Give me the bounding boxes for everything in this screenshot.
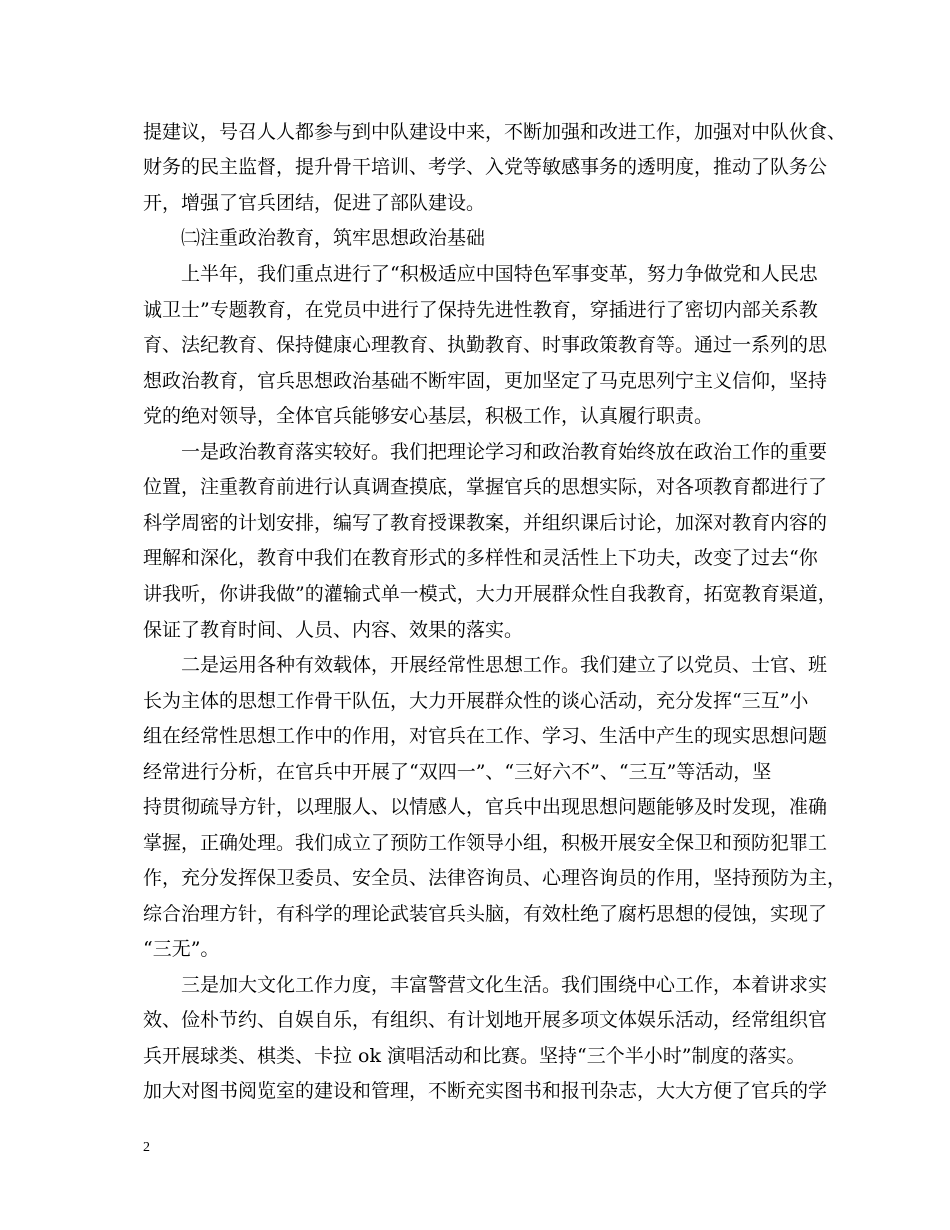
text-line: 经常进行分析，在官兵中开展了“双四一”、“三好六不”、“三互”等活动，坚 — [143, 761, 772, 783]
text-line: 掌握，正确处理。我们成立了预防工作领导小组，积极开展安全保卫和预防犯罪工 — [143, 832, 828, 854]
text-line: 三是加大文化工作力度，丰富警营文化生活。我们围绕中心工作，本着讲求实 — [181, 974, 828, 996]
text-line: 持贯彻疏导方针，以理服人、以情感人，官兵中出现思想问题能够及时发现，准确 — [143, 796, 828, 818]
text-line: 提建议，号召人人都参与到中队建设中来，不断加强和改进工作，加强对中队伙食、 — [143, 121, 847, 143]
text-line: 位置，注重教育前进行认真调查摸底，掌握官兵的思想实际，对各项教育都进行了 — [143, 476, 828, 498]
text-line: 一是政治教育落实较好。我们把理论学习和政治教育始终放在政治工作的重要 — [181, 441, 828, 463]
text-line: 理解和深化，教育中我们在教育形式的多样性和灵活性上下功夫，改变了过去“你 — [143, 547, 818, 569]
text-line: 讲我听，你讲我做”的灌输式单一模式，大力开展群众性自我教育，拓宽教育渠道， — [143, 583, 837, 605]
text-line: 综合治理方针，有科学的理论武装官兵头脑，有效杜绝了腐朽思想的侵蚀，实现了 — [143, 903, 828, 925]
text-line: 党的绝对领导，全体官兵能够安心基层，积极工作，认真履行职责。 — [143, 405, 714, 427]
page-number: 2 — [143, 1140, 150, 1155]
text-line: 上半年，我们重点进行了“积极适应中国特色军事变革，努力争做党和人民忠 — [181, 263, 818, 285]
text-line: 兵开展球类、棋类、卡拉 ok 演唱活动和比赛。坚持“三个半小时”制度的落实。 — [143, 1045, 806, 1067]
text-line: 组在经常性思想工作中的作用，对官兵在工作、学习、生活中产生的现实思想问题 — [143, 725, 828, 747]
text-line: 科学周密的计划安排，编写了教育授课教案，并组织课后讨论，加深对教育内容的 — [143, 512, 828, 534]
text-line: 加大对图书阅览室的建设和管理，不断充实图书和报刊杂志，大大方便了官兵的学 — [143, 1080, 828, 1102]
text-line: 作，充分发挥保卫委员、安全员、法律咨询员、心理咨询员的作用，坚持预防为主， — [143, 867, 847, 889]
section-heading: ㈡注重政治教育，筑牢思想政治基础 — [181, 227, 486, 249]
text-line: 育、法纪教育、保持健康心理教育、执勤教育、时事政策教育等。通过一系列的思 — [143, 334, 828, 356]
text-line: 保证了教育时间、人员、内容、效果的落实。 — [143, 619, 524, 641]
text-line: 效、俭朴节约、自娱自乐，有组织、有计划地开展多项文体娱乐活动，经常组织官 — [143, 1009, 828, 1031]
text-line: 诚卫士”专题教育，在党员中进行了保持先进性教育，穿插进行了密切内部关系教 — [143, 299, 818, 321]
text-line: 开，增强了官兵团结，促进了部队建设。 — [143, 192, 486, 214]
text-line: 二是运用各种有效载体，开展经常性思想工作。我们建立了以党员、士官、班 — [181, 654, 828, 676]
text-line: 长为主体的思想工作骨干队伍，大力开展群众性的谈心活动，充分发挥“三互”小 — [143, 690, 809, 712]
text-line: “三无”。 — [143, 938, 220, 960]
text-line: 财务的民主监督，提升骨干培训、考学、入党等敏感事务的透明度，推动了队务公 — [143, 156, 828, 178]
text-line: 想政治教育，官兵思想政治基础不断牢固，更加坚定了马克思列宁主义信仰，坚持 — [143, 370, 828, 392]
